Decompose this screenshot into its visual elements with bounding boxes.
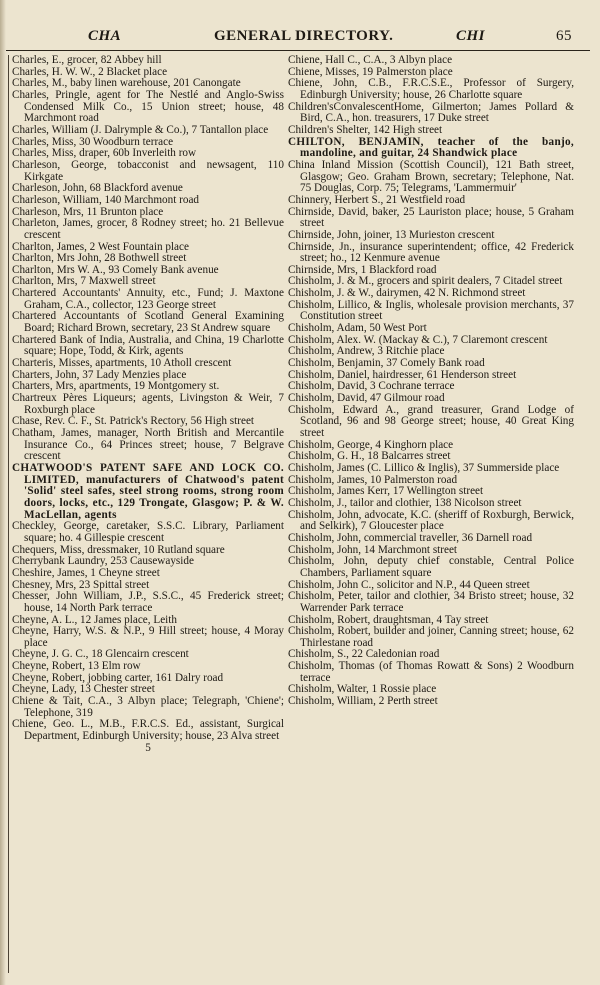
directory-entry: Charlton, Mrs John, 28 Bothwell street bbox=[12, 252, 187, 265]
header-title: GENERAL DIRECTORY. bbox=[214, 28, 394, 44]
directory-entry: Chisholm, John, deputy chief constable, Central Police Chambers, Parliament square bbox=[288, 555, 574, 579]
directory-entry: Chatham, James, manager, North British and Mercantile Insurance Co., 64 Princes street; house, 7 Belgrave crescent bbox=[12, 427, 284, 463]
directory-entry: Chisholm, James Kerr, 17 Wellington street bbox=[288, 485, 484, 498]
directory-entry: Cheyne, Robert, jobbing carter, 161 Dalry road bbox=[12, 671, 224, 684]
directory-entry: Chisholm, James, 10 Palmerston road bbox=[288, 473, 458, 486]
directory-entry: Chartered Accountants of Scotland General Examining Board; Richard Brown, secretary, 23 St Andrew square bbox=[12, 310, 284, 335]
directory-entry: Charles, Miss, 30 Woodburn terrace bbox=[12, 135, 174, 148]
header-left-guide: CHA bbox=[88, 28, 122, 44]
directory-entry: Chiene, Hall C., C.A., 3 Albyn place bbox=[288, 54, 453, 66]
directory-entry: CHATWOOD'S PATENT SAFE AND LOCK CO. LIMITED, manufacturers of Chatwood's patent 'Solid' steel safes, steel strong rooms, strong room doors, locks, etc., 129 Trongate, Glasgow; P. & W. MacLellan, agents bbox=[12, 461, 284, 521]
directory-entry: Chirnside, Mrs, 1 Blackford road bbox=[288, 263, 437, 276]
directory-entry: Charters, John, 37 Lady Menzies place bbox=[12, 368, 187, 381]
directory-entry: Cherrybank Laundry, 253 Causewayside bbox=[12, 555, 194, 568]
directory-entry: Chisholm, Adam, 50 West Port bbox=[288, 322, 427, 335]
directory-entry: Charteris, Misses, apartments, 10 Atholl crescent bbox=[12, 357, 232, 370]
directory-entry: Charleson, Mrs, 11 Brunton place bbox=[12, 205, 164, 218]
directory-entry: CHILTON, BENJAMIN, teacher of the banjo, mandoline, and guitar, 24 Shandwick place bbox=[288, 135, 574, 160]
directory-entry: Chisholm, John C., solicitor and N.P., 44 Queen street bbox=[288, 578, 530, 591]
directory-entry: Chiene & Tait, C.A., 3 Albyn place; Telegraph, 'Chiene'; Telephone, 319 bbox=[12, 695, 284, 719]
header-right-guide: CHI bbox=[456, 28, 486, 44]
directory-entry: Chisholm, Robert, builder and joiner, Canning street; house, 62 Thirlestane road bbox=[288, 625, 574, 649]
directory-entry: Chesser, John William, J.P., S.S.C., 45 Frederick street; house, 14 North Park terrace bbox=[12, 590, 284, 614]
header-rule bbox=[6, 50, 590, 51]
directory-entry: Children'sConvalescentHome, Gilmerton; James Pollard & Bird, C.A., hon. treasurers, 17 Duke street bbox=[288, 100, 574, 125]
directory-entry: Chirnside, Jn., insurance superintendent; office, 42 Frederick street; ho., 12 Kenmure avenue bbox=[288, 240, 574, 265]
right-column bbox=[288, 55, 574, 708]
directory-entry: Chisholm, John, 14 Marchmont street bbox=[288, 543, 458, 556]
directory-entry: Charlton, Mrs, 7 Maxwell street bbox=[12, 275, 156, 288]
directory-entry: Chartered Accountants' Annuity, etc., Fund; J. Maxtone Graham, C.A., collector, 123 George street bbox=[12, 287, 284, 311]
directory-entry: Chiene, John, C.B., F.R.C.S.E., Professor of Surgery, Edinburgh University; house, 26 Charlotte square bbox=[288, 77, 574, 101]
page-number: 65 bbox=[556, 28, 572, 44]
directory-entry: Chartreux Pères Liqueurs; agents, Livingston & Weir, 7 Roxburgh place bbox=[12, 392, 284, 416]
folio-mark: 5 bbox=[145, 741, 151, 754]
directory-entry: Charleton, James, grocer, 8 Rodney street; ho. 21 Bellevue crescent bbox=[12, 217, 284, 241]
directory-entry: Chase, Rev. C. F., St. Patrick's Rectory, 56 High street bbox=[12, 415, 255, 428]
directory-entry: Chisholm, David, 3 Cochrane terrace bbox=[288, 380, 455, 393]
directory-entry: Chisholm, John, commercial traveller, 36 Darnell road bbox=[288, 531, 533, 544]
directory-entry: Chisholm, Thomas (of Thomas Rowatt & Sons) 2 Woodburn terrace bbox=[288, 660, 574, 684]
directory-entry: Children's Shelter, 142 High street bbox=[288, 123, 443, 136]
directory-entry: Charles, Miss, draper, 60b Inverleith row bbox=[12, 147, 197, 160]
directory-entry: China Inland Mission (Scottish Council), 121 Bath street, Glasgow; Geo. Graham Brown, secretary; Telephone, Nat. 75 Douglas, Corp. 75; Telegrams, 'Lammermuir' bbox=[288, 158, 574, 195]
directory-entry: Chisholm, J. & W., dairymen, 42 N. Richmond street bbox=[288, 287, 526, 300]
directory-entry: Chisholm, James (C. Lillico & Inglis), 37 Summerside place bbox=[288, 461, 560, 474]
page-header bbox=[0, 0, 600, 52]
directory-entry: Chisholm, Benjamin, 37 Comely Bank road bbox=[288, 357, 485, 370]
directory-entry: Cheshire, James, 1 Cheyne street bbox=[12, 566, 160, 579]
directory-entry: Chisholm, Edward A., grand treasurer, Grand Lodge of Scotland, 96 and 98 George street; house, 40 Great King street bbox=[288, 403, 574, 439]
directory-entry: Charleson, John, 68 Blackford avenue bbox=[12, 182, 183, 195]
directory-entry: Cheyne, Robert, 13 Elm row bbox=[12, 660, 141, 673]
directory-entry: Charters, Mrs, apartments, 19 Montgomery st. bbox=[12, 380, 220, 393]
directory-entry: Chisholm, J. & M., grocers and spirit dealers, 7 Citadel street bbox=[288, 275, 563, 288]
directory-entry: Charles, E., grocer, 82 Abbey hill bbox=[12, 54, 162, 66]
directory-entry: Chinnery, Herbert S., 21 Westfield road bbox=[288, 193, 466, 206]
directory-entry: Chisholm, Peter, tailor and clothier, 34 Bristo street; house, 32 Warrender Park terrace bbox=[288, 590, 574, 614]
directory-entry: Chequers, Miss, dressmaker, 10 Rutland square bbox=[12, 543, 225, 556]
directory-entry: Charles, Pringle, agent for The Nestlé and Anglo-Swiss Condensed Milk Co., 15 Union street; house, 48 Marchmont road bbox=[12, 88, 284, 125]
directory-entry: Cheyne, J. G. C., 18 Glencairn crescent bbox=[12, 648, 189, 661]
directory-entry: Chisholm, Alex. W. (Mackay & C.), 7 Claremont crescent bbox=[288, 333, 548, 346]
directory-entry: Chirnside, John, joiner, 13 Murieston crescent bbox=[288, 228, 495, 241]
directory-entry: Chisholm, G. H., 18 Balcarres street bbox=[288, 450, 451, 463]
directory-entry: Cheyne, Lady, 13 Chester street bbox=[12, 683, 155, 696]
directory-entry: Chesney, Mrs, 23 Spittal street bbox=[12, 578, 150, 591]
directory-entry: Cheyne, Harry, W.S. & N.P., 9 Hill street; house, 4 Moray place bbox=[12, 625, 284, 649]
directory-entry: Chisholm, Lillico, & Inglis, wholesale provision merchants, 37 Constitution street bbox=[288, 298, 574, 323]
directory-entry: Chisholm, Daniel, hairdresser, 61 Henderson street bbox=[288, 368, 517, 381]
directory-entry: Chisholm, Robert, draughtsman, 4 Tay street bbox=[288, 613, 489, 626]
directory-entry: Chiene, Misses, 19 Palmerston place bbox=[288, 65, 453, 78]
directory-entry: Chisholm, George, 4 Kinghorn place bbox=[288, 438, 454, 451]
directory-entry: Charlton, Mrs W. A., 93 Comely Bank avenue bbox=[12, 263, 219, 276]
directory-entry: Charles, H. W. W., 2 Blacket place bbox=[12, 65, 168, 78]
directory-entry: Charles, M., baby linen warehouse, 201 Canongate bbox=[12, 77, 241, 90]
directory-entry: Charleson, William, 140 Marchmont road bbox=[12, 193, 200, 206]
directory-entry: Charlton, James, 2 West Fountain place bbox=[12, 240, 189, 253]
directory-entry: Charles, William (J. Dalrymple & Co.), 7 Tantallon place bbox=[12, 123, 269, 136]
directory-entry: Cheyne, A. L., 12 James place, Leith bbox=[12, 613, 177, 626]
directory-entry: Checkley, George, caretaker, S.S.C. Library, Parliament square; ho. 4 Gillespie crescent bbox=[12, 520, 284, 544]
directory-entry: Chisholm, John, advocate, K.C. (sheriff of Roxburgh, Berwick, and Selkirk), 7 Gloucester place bbox=[288, 508, 574, 533]
left-column bbox=[8, 55, 284, 973]
directory-entry: Chisholm, William, 2 Perth street bbox=[288, 695, 438, 708]
directory-entry: Chisholm, Walter, 1 Rossie place bbox=[288, 683, 437, 696]
directory-entry: Chisholm, David, 47 Gilmour road bbox=[288, 392, 445, 405]
directory-entry: Chiene, Geo. L., M.B., F.R.C.S. Ed., assistant, Surgical Department, Edinburgh University; house, 23 Alva street bbox=[12, 718, 284, 743]
page-spine-shadow bbox=[0, 0, 6, 985]
directory-entry: Charleson, George, tobacconist and newsagent, 110 Kirkgate bbox=[12, 158, 284, 183]
directory-entry: Chirnside, David, baker, 25 Lauriston place; house, 5 Graham street bbox=[288, 205, 574, 230]
directory-entry: Chisholm, Andrew, 3 Ritchie place bbox=[288, 345, 445, 358]
directory-entry: Chisholm, S., 22 Caledonian road bbox=[288, 648, 440, 661]
directory-entry: Chisholm, J., tailor and clothier, 138 Nicolson street bbox=[288, 496, 522, 509]
directory-entry: Chartered Bank of India, Australia, and China, 19 Charlotte square; Hope, Todd, & Kirk, agents bbox=[12, 333, 284, 358]
